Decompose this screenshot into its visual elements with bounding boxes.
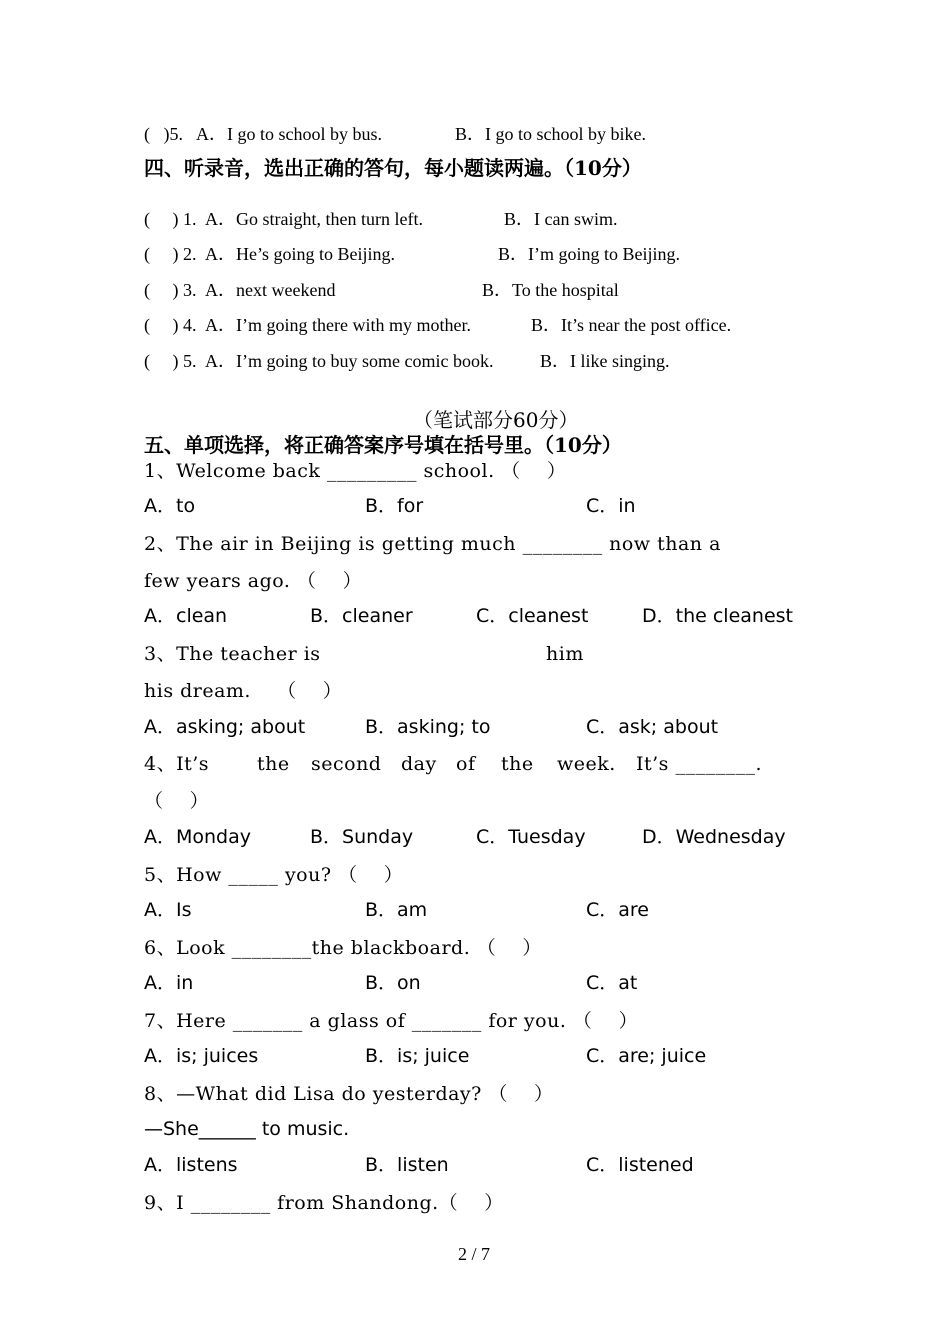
section4-item5-option-b: B．I like singing. bbox=[540, 351, 670, 371]
q6-option-b: B．on bbox=[365, 972, 421, 994]
q2-line1: 2、The air in Beijing is getting much ________ now than a bbox=[144, 533, 721, 555]
q3-line1-left: 3、The teacher is bbox=[144, 643, 321, 665]
section4-item4-option-b: B．It’s near the post office. bbox=[531, 315, 732, 335]
q2-option-c: C．cleanest bbox=[476, 605, 589, 627]
q4-line2: （ ） bbox=[144, 790, 210, 812]
q4-option-c: C．Tuesday bbox=[476, 826, 586, 848]
q2-option-b: B．cleaner bbox=[310, 605, 413, 627]
listening-q5-prefix: ( )5. bbox=[144, 124, 183, 144]
q5-option-b: B．am bbox=[365, 899, 428, 921]
section4-heading: 四、听录音，选出正确的答句，每小题读两遍。（10分） bbox=[144, 156, 642, 180]
q8-option-c: C．listened bbox=[586, 1154, 694, 1176]
q1-option-a: A．to bbox=[144, 495, 196, 517]
section4-item5-prefix: ( ) 5. bbox=[144, 351, 197, 371]
page-number: 2 / 7 bbox=[458, 1244, 491, 1264]
q3-line2: his dream. （ ） bbox=[144, 680, 343, 702]
q4-word: day bbox=[401, 753, 437, 775]
q3-option-a: A．asking; about bbox=[144, 716, 306, 738]
q1-option-b: B．for bbox=[365, 495, 424, 517]
q1-text: 1、Welcome back _________ school. （ ） bbox=[144, 460, 567, 482]
q4-word: It’s ________. bbox=[636, 753, 763, 775]
q7-text: 7、Here _______ a glass of _______ for you. （ ） bbox=[144, 1010, 639, 1032]
q4-option-b: B．Sunday bbox=[310, 826, 414, 848]
q6-text: 6、Look ________the blackboard. （ ） bbox=[144, 937, 542, 959]
section4-item3-option-a: A．next weekend bbox=[205, 280, 336, 300]
q9-text: 9、I ________ from Shandong.（ ） bbox=[144, 1192, 504, 1214]
q4-word: of bbox=[456, 753, 476, 775]
q4-option-d: D．Wednesday bbox=[642, 826, 786, 848]
section5-heading: 五、单项选择，将正确答案序号填在括号里。（10分） bbox=[144, 433, 622, 457]
q8-line1: 8、—What did Lisa do yesterday? （ ） bbox=[144, 1083, 554, 1105]
section4-item4-option-a: A．I’m going there with my mother. bbox=[205, 315, 471, 335]
written-part-title: （笔试部分60分） bbox=[413, 408, 579, 432]
q7-option-b: B．is; juice bbox=[365, 1045, 470, 1067]
section4-item1-option-b: B．I can swim. bbox=[504, 209, 618, 229]
listening-q5-option-a: A．I go to school by bus. bbox=[196, 124, 382, 144]
q1-option-c: C．in bbox=[586, 495, 636, 517]
q8-option-a: A．listens bbox=[144, 1154, 238, 1176]
q6-option-a: A．in bbox=[144, 972, 194, 994]
section4-item1-prefix: ( ) 1. bbox=[144, 209, 197, 229]
q4-word: the bbox=[257, 753, 290, 775]
q8-option-b: B．listen bbox=[365, 1154, 449, 1176]
q3-option-b: B．asking; to bbox=[365, 716, 491, 738]
q7-option-c: C．are; juice bbox=[586, 1045, 707, 1067]
q5-option-a: A．Is bbox=[144, 899, 192, 921]
q4-option-a: A．Monday bbox=[144, 826, 252, 848]
section4-item2-option-b: B．I’m going to Beijing. bbox=[498, 244, 680, 264]
section4-item4-prefix: ( ) 4. bbox=[144, 315, 197, 335]
section4-item1-option-a: A．Go straight, then turn left. bbox=[205, 209, 423, 229]
listening-q5-option-b: B．I go to school by bike. bbox=[455, 124, 646, 144]
q4-word: the bbox=[501, 753, 534, 775]
q8-line2: —She______ to music. bbox=[144, 1118, 350, 1140]
q4-word: week. bbox=[557, 753, 616, 775]
section4-item3-option-b: B．To the hospital bbox=[482, 280, 619, 300]
section4-item3-prefix: ( ) 3. bbox=[144, 280, 197, 300]
q4-word: 4、It’s bbox=[144, 753, 210, 775]
q5-option-c: C．are bbox=[586, 899, 649, 921]
q2-option-a: A．clean bbox=[144, 605, 228, 627]
q7-option-a: A．is; juices bbox=[144, 1045, 259, 1067]
q5-text: 5、How _____ you? （ ） bbox=[144, 864, 404, 886]
q2-line2: few years ago. （ ） bbox=[144, 570, 363, 592]
q6-option-c: C．at bbox=[586, 972, 638, 994]
q2-option-d: D．the cleanest bbox=[642, 605, 793, 627]
section4-item5-option-a: A．I’m going to buy some comic book. bbox=[205, 351, 494, 371]
q3-line1-right: him bbox=[546, 643, 584, 665]
q4-word: second bbox=[311, 753, 382, 775]
q3-option-c: C．ask; about bbox=[586, 716, 719, 738]
section4-item2-prefix: ( ) 2. bbox=[144, 244, 197, 264]
section4-item2-option-a: A．He’s going to Beijing. bbox=[205, 244, 395, 264]
